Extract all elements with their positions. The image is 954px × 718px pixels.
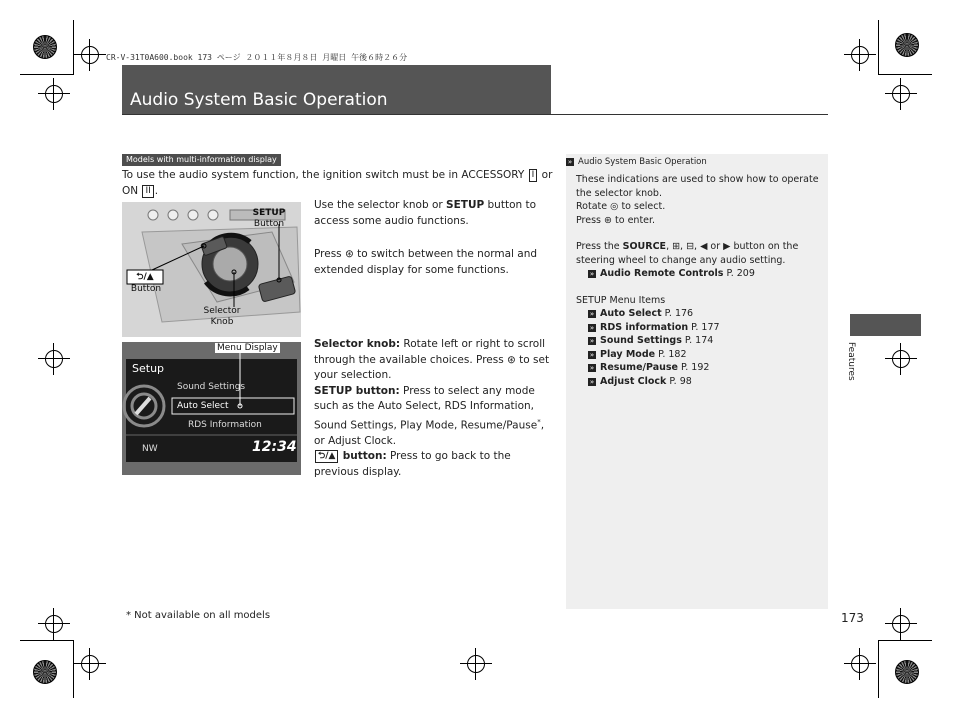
ref-title: Play Mode [600,348,656,360]
registration-target-icon [851,655,869,673]
ref-title: Auto Select [600,308,662,319]
back-button-symbol: ⮌/▲ [136,272,154,282]
setup-text-2: , or Adjust Clock. [314,419,545,447]
selector-knob-callout [202,306,242,328]
intro-on: ON [122,184,139,197]
press-paragraph [314,247,554,278]
crop-mark [878,20,879,75]
crop-mark [73,20,74,75]
setup-button-callout [250,208,288,230]
print-info: CR-V-31T0A600.book 173 ページ ２０１１年８月８日 月曜日 午後６時２６分 [106,53,408,62]
ref-title: Adjust Clock [600,375,667,387]
ref-arc-page: P. 209 [723,268,755,279]
selector-text-1: Rotate left or right to scroll through the available choices. Press [314,338,546,366]
registration-target-icon [467,655,485,673]
press-post: to enter. [612,214,656,226]
registration-target-icon [892,615,910,633]
key-accessory: I [529,169,538,182]
registration-target-icon [892,85,910,103]
display-illustration [122,342,301,475]
source-pre: Press the [576,241,623,252]
ref-page: P. 182 [655,348,687,360]
side-source-line [576,240,821,267]
setup-menu-ref-list [576,307,821,388]
source-post: button on the steering wheel to change any audio setting. [576,241,799,266]
menu-item-rds-information: RDS Information [188,420,262,430]
intro-line: To use the audio system function, the ignition switch must be in ACCESSORY [122,169,525,181]
side-heading-text: Audio System Basic Operation [578,157,707,167]
controls-description [314,337,554,480]
knob-press-icon: ⊛ [344,248,354,260]
reference-arrow-icon: » [589,310,595,318]
reference-arrow-icon: » [589,350,595,359]
ref-title: Sound Settings [600,335,682,346]
setup-menu-ref-item[interactable] [576,307,821,321]
ref-page: P. 177 [688,321,720,333]
back-button-text: Press to go back to the previous display. [314,450,511,478]
registration-target-icon [81,655,99,673]
registration-target-icon [892,350,910,368]
ref-page: P. 176 [661,308,694,319]
crop-mark [878,640,932,641]
model-tag: Models with multi-information display [122,154,281,166]
setup-para-post: button to access some audio functions. [314,199,537,227]
registration-target-icon [45,350,63,368]
reference-arrow-icon: » [589,270,595,278]
setup-menu-ref-item[interactable] [576,348,821,362]
source-keys: , ⊞, ⊟, ◀ or ▶ [666,241,731,252]
intro-text [122,168,562,199]
setup-callout-label: SETUP [252,208,286,218]
crop-mark [878,640,879,698]
setup-menu-ref-item[interactable] [576,334,821,348]
reference-arrow-icon: » [567,158,573,166]
setup-callout-label2: Button [253,219,285,229]
page-title: Audio System Basic Operation [130,90,388,110]
side-rotate-line [576,200,821,214]
ref-title: RDS information [600,321,689,333]
knob-rotate-icon: ◎ [610,201,619,212]
section-tab-label: Features [846,342,856,381]
back-button-symbol: ⮌/▲ [315,450,338,463]
setup-para-pre: Use the selector knob or [314,199,447,211]
reference-arrow-icon: » [589,337,595,345]
registration-target-icon [45,85,63,103]
compass-readout: NW [142,444,158,454]
registration-rosette-icon [895,660,919,684]
selector-knob-heading: Selector knob: [314,338,401,350]
reference-arrow-icon: » [589,364,595,372]
ref-page: P. 192 [677,362,710,373]
setup-menu-ref-item[interactable] [576,321,821,335]
menu-display-label: Menu Display [217,343,278,353]
footnote: * Not available on all models [126,610,271,621]
back-button-heading: button: [342,450,387,462]
selector-callout-label2: Knob [210,317,234,327]
ref-audio-remote-controls[interactable] [576,267,821,281]
setup-menu-ref-item[interactable] [576,361,821,375]
rotate-pre: Rotate [576,201,611,212]
crop-mark [20,74,74,75]
crop-mark [20,640,74,641]
registration-target-icon [45,615,63,633]
registration-rosette-icon [33,35,57,59]
selector-callout-label: Selector [203,306,241,316]
press-para-post: to switch between the normal and extended display for some functions. [314,248,538,276]
reference-arrow-icon: » [589,377,595,386]
title-rule [122,114,828,115]
setup-text: Press to select any mode such as the Auto Select, RDS Information, Sound Settings, Play Mode, Resume/Pause [314,384,538,431]
ref-page: P. 98 [666,375,692,387]
ref-page: P. 174 [681,335,714,346]
registration-rosette-icon [33,660,57,684]
setup-menu-heading: SETUP Menu Items [576,294,666,306]
registration-rosette-icon [895,33,919,57]
registration-target-icon [81,46,99,64]
setup-button-heading: SETUP button: [314,384,400,397]
ref-arc-title: Audio Remote Controls [600,268,724,279]
menu-item-auto-select: Auto Select [177,401,229,411]
back-button-callout: Button [130,284,162,294]
console-illustration [122,202,301,337]
intro-or: or [541,169,553,181]
rotate-post: to select. [618,201,666,212]
source-bold: SOURCE [622,241,667,252]
intro-period: . [154,184,159,197]
registration-target-icon [851,46,869,64]
setup-paragraph [314,198,554,229]
setup-para-bold: SETUP [446,199,485,211]
setup-menu-ref-item[interactable] [576,375,821,389]
section-tab [850,314,921,336]
screen-title: Setup [132,362,165,375]
reference-arrow-icon: » [589,323,595,332]
key-on: II [142,185,153,198]
footnote-marker: * [537,417,541,426]
press-para-pre: Press [314,248,345,260]
clock-readout: 12:34 [252,439,297,455]
side-note-body [576,173,821,388]
knob-press-icon: ⊛ [507,353,516,366]
selector-text-2: to set your selection. [314,353,550,381]
side-note-heading [566,156,707,170]
crop-mark [73,640,74,698]
menu-item-sound-settings: Sound Settings [177,382,246,392]
ref-title: Resume/Pause [600,362,678,373]
knob-press-icon: ⊛ [604,214,612,226]
side-line-indications: These indications are used to show how to operate the selector knob. [576,174,819,199]
page-number: 173 [841,611,864,625]
crop-mark [878,74,932,75]
side-press-line [576,214,821,228]
press-pre: Press [576,214,605,226]
